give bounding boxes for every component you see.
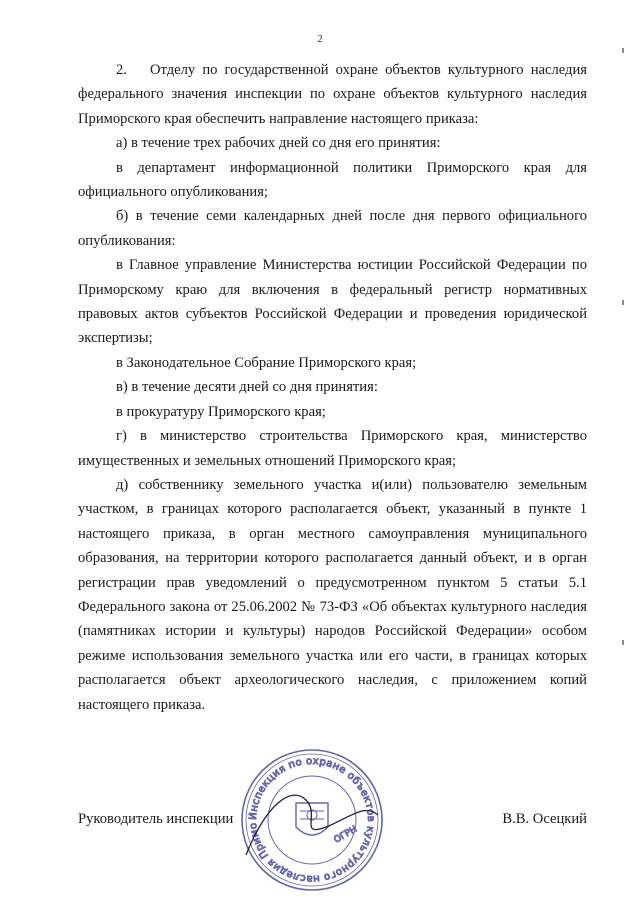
paragraph-2 — [78, 58, 587, 131]
coat-of-arms-icon — [296, 803, 328, 835]
paragraph: в Главное управление Министерства юстиции Российской Федерации по Приморскому краю для включения в федеральный регистр нормативных правовых актов субъектов Российской Федерации и проведения юридической экспертизы; — [78, 257, 587, 347]
official-seal — [236, 745, 388, 895]
scan-mark — [622, 640, 624, 645]
page-number: 2 — [317, 33, 323, 45]
document-body — [78, 58, 587, 717]
paragraph-text: Отделу по государственной охране объектов культурного наследия федерального значения инспекции по охране объектов культурного наследия Приморского края обеспечить направление настоящего приказа: — [78, 62, 587, 127]
signatory-name: В.В. Осецкий — [502, 811, 587, 827]
paragraph-number: 2. — [116, 62, 127, 78]
paragraph: а) в течение трех рабочих дней со дня его принятия: — [116, 135, 441, 152]
scan-mark — [622, 300, 624, 305]
paragraph: в Законодательное Собрание Приморского края; — [116, 354, 417, 371]
seal-graphic — [236, 745, 388, 895]
paragraph: в департамент информационной политики Приморского края для официального опубликования; — [78, 159, 587, 201]
signature-title: Руководитель инспекции — [78, 811, 234, 827]
seal-outer-text: Инспекция по охране объектов культурного наследия Примо — [247, 755, 377, 885]
paragraph: в) в течение десяти дней со дня принятия: — [116, 379, 378, 396]
paragraph: б) в течение семи календарных дней после дня первого официального опубликования: — [78, 208, 587, 249]
seal-inner-text: ОГРН — [332, 824, 359, 846]
paragraph: д) собственнику земельного участка и(или) пользователю земельным участком, в границах которого располагается объект, указанный в пункте 1 настоящего приказа, в орган местного самоуправления муниципального образования, на территории которого располагается данный объект, и в орган регистрации прав уведомлений о предусмотренном пунктом 5 статьи 5.1 Федерального закона от 25.06.2002 № 73-ФЗ «Об объектах культурного наследия (памятниках истории и культуры) народов Российской Федерации» особом режиме использования земельного участка или его части, в границах которых располагается объект археологического наследия, с приложением копий настоящего приказа. — [78, 476, 587, 713]
scan-mark — [622, 48, 624, 53]
paragraph: в прокуратуру Приморского края; — [116, 403, 326, 420]
paragraph: г) в министерство строительства Приморского края, министерство имущественных и земельных отношений Приморского края; — [78, 428, 587, 469]
